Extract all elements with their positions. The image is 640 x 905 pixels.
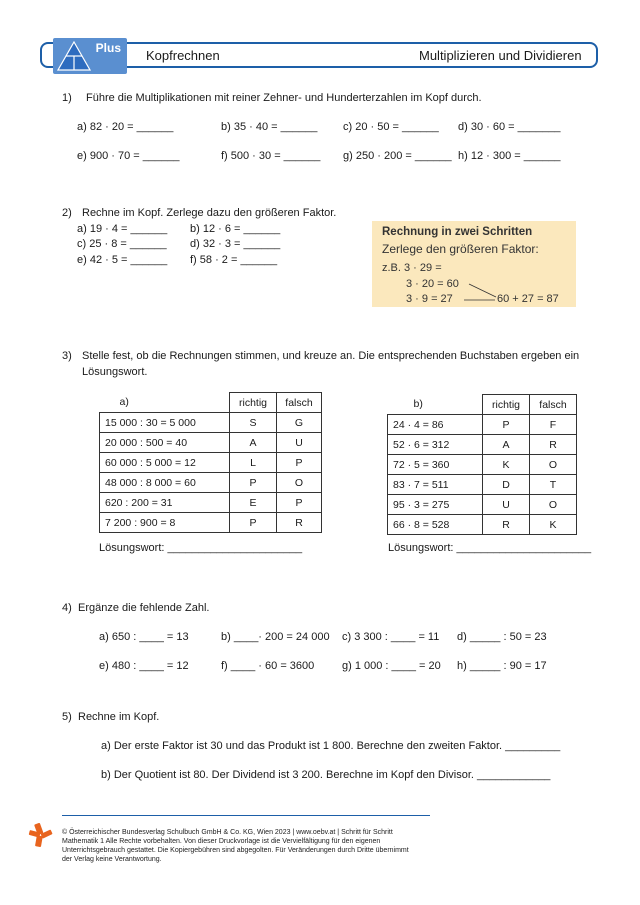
task-5a: a) Der erste Faktor ist 30 und das Produkt ist 1 800. Berechne den zweiten Faktor. _________ — [101, 740, 561, 752]
col-richtig: richtig — [230, 393, 277, 413]
letter-richtig[interactable]: L — [230, 453, 277, 473]
table-row — [100, 473, 322, 493]
letter-falsch[interactable]: G — [277, 413, 322, 433]
col-falsch: falsch — [277, 393, 322, 413]
solution-word-b[interactable]: Lösungswort: ______________________ — [388, 542, 592, 554]
solution-word-a[interactable]: Lösungswort: ______________________ — [99, 542, 303, 554]
page-title: Multiplizieren und Dividieren — [419, 48, 582, 63]
table-row — [100, 433, 322, 453]
exercise-item: f) 500 · 30 = ______ — [221, 150, 321, 162]
copyright-line: © Österreichischer Bundesverlag Schulbuch GmbH & Co. KG, Wien 2023 | www.oebv.at | Schritt für Schritt — [62, 829, 393, 836]
hint-arrows — [372, 221, 576, 307]
col-richtig: richtig — [483, 395, 530, 415]
table-b — [387, 394, 577, 535]
hint-line: 3 · 9 = 27 — [406, 293, 453, 305]
exercise-item: b) 12 · 6 = ______ — [190, 223, 281, 235]
task-3-instruction-cont: Lösungswort. — [82, 366, 148, 378]
triangle-logo-icon — [57, 41, 91, 71]
task-5-instruction: Rechne im Kopf. — [78, 711, 160, 723]
exercise-item: e) 900 · 70 = ______ — [77, 150, 180, 162]
calc-cell: 20 000 : 500 = 40 — [100, 433, 230, 453]
task-3-number: 3) — [62, 350, 72, 362]
exercise-item: g) 250 · 200 = ______ — [343, 150, 452, 162]
calc-cell: 60 000 : 5 000 = 12 — [100, 453, 230, 473]
exercise-item: d) 30 · 60 = _______ — [458, 121, 561, 133]
exercise-item: b) 35 · 40 = ______ — [221, 121, 318, 133]
exercise-item: f) ____ · 60 = 3600 — [221, 660, 315, 672]
table-label: b) — [388, 395, 483, 415]
letter-richtig[interactable]: P — [230, 513, 277, 533]
table-row — [388, 415, 577, 435]
calc-cell: 7 200 : 900 = 8 — [100, 513, 230, 533]
hint-line: 3 · 20 = 60 — [406, 278, 459, 290]
table-a — [99, 392, 322, 533]
hint-box — [372, 221, 576, 307]
letter-falsch[interactable]: O — [530, 455, 577, 475]
calc-cell: 48 000 : 8 000 = 60 — [100, 473, 230, 493]
letter-richtig[interactable]: S — [230, 413, 277, 433]
task-4-number: 4) — [62, 602, 72, 614]
hint-title: Rechnung in zwei Schritten — [382, 226, 533, 238]
exercise-item: d) _____ : 50 = 23 — [457, 631, 547, 643]
calc-cell: 95 · 3 = 275 — [388, 495, 483, 515]
table-row — [388, 455, 577, 475]
exercise-item: a) 19 · 4 = ______ — [77, 223, 168, 235]
letter-richtig[interactable]: K — [483, 455, 530, 475]
exercise-item: h) _____ : 90 = 17 — [457, 660, 547, 672]
letter-falsch[interactable]: U — [277, 433, 322, 453]
letter-falsch[interactable]: P — [277, 493, 322, 513]
letter-falsch[interactable]: F — [530, 415, 577, 435]
letter-falsch[interactable]: P — [277, 453, 322, 473]
hint-result: 60 + 27 = 87 — [497, 293, 559, 305]
letter-richtig[interactable]: A — [230, 433, 277, 453]
calc-cell: 52 · 6 = 312 — [388, 435, 483, 455]
table-row — [388, 435, 577, 455]
letter-richtig[interactable]: A — [483, 435, 530, 455]
letter-richtig[interactable]: U — [483, 495, 530, 515]
task-4-instruction: Ergänze die fehlende Zahl. — [78, 602, 210, 614]
logo-label: Plus — [95, 41, 121, 55]
letter-richtig[interactable]: E — [230, 493, 277, 513]
task-3-instruction: Stelle fest, ob die Rechnungen stimmen, und kreuze an. Die entsprechenden Buchstaben ergeben ein — [82, 350, 580, 362]
letter-richtig[interactable]: P — [483, 415, 530, 435]
task-1-number: 1) — [62, 92, 72, 104]
table-row — [388, 515, 577, 535]
table-row — [100, 413, 322, 433]
exercise-item: d) 32 · 3 = ______ — [190, 238, 281, 250]
task-5b: b) Der Quotient ist 80. Der Dividend ist 3 200. Berechne im Kopf den Divisor. ____________ — [101, 769, 551, 781]
hint-subtitle: Zerlege den größeren Faktor: — [382, 242, 539, 256]
page-category: Kopfrechnen — [146, 48, 220, 63]
letter-richtig[interactable]: R — [483, 515, 530, 535]
letter-falsch[interactable]: O — [277, 473, 322, 493]
table-label: a) — [100, 393, 230, 413]
exercise-item: e) 480 : ____ = 12 — [99, 660, 189, 672]
copyright-line: Mathematik 1 Alle Rechte vorbehalten. Von dieser Druckvorlage ist die Vervielfältigung für den eigenen — [62, 838, 381, 845]
publisher-logo-icon — [28, 822, 54, 848]
calc-cell: 83 · 7 = 511 — [388, 475, 483, 495]
exercise-item: a) 82 · 20 = ______ — [77, 121, 174, 133]
exercise-item: c) 25 · 8 = ______ — [77, 238, 167, 250]
task-5-number: 5) — [62, 711, 72, 723]
exercise-item: c) 20 · 50 = ______ — [343, 121, 439, 133]
letter-falsch[interactable]: T — [530, 475, 577, 495]
copyright-line: Unterrichtsgebrauch gestattet. Die Kopiergebühren sind abgegolten. Für Veränderungen durch Dritte übernimmt — [62, 847, 409, 854]
calc-cell: 620 : 200 = 31 — [100, 493, 230, 513]
exercise-item: c) 3 300 : ____ = 11 — [342, 631, 440, 643]
letter-falsch[interactable]: K — [530, 515, 577, 535]
footer-divider — [62, 815, 430, 816]
col-falsch: falsch — [530, 395, 577, 415]
calc-cell: 15 000 : 30 = 5 000 — [100, 413, 230, 433]
exercise-item: a) 650 : ____ = 13 — [99, 631, 189, 643]
letter-falsch[interactable]: O — [530, 495, 577, 515]
table-row — [100, 453, 322, 473]
table-row — [100, 513, 322, 533]
calc-cell: 66 · 8 = 528 — [388, 515, 483, 535]
hint-line: z.B. 3 · 29 = — [382, 262, 442, 274]
exercise-item: f) 58 · 2 = ______ — [190, 254, 278, 266]
task-2-number: 2) — [62, 207, 72, 219]
exercise-item: h) 12 · 300 = ______ — [458, 150, 561, 162]
calc-cell: 24 · 4 = 86 — [388, 415, 483, 435]
letter-falsch[interactable]: R — [530, 435, 577, 455]
footer-text — [62, 828, 442, 864]
task-2-instruction: Rechne im Kopf. Zerlege dazu den größeren Faktor. — [82, 207, 337, 219]
exercise-item: e) 42 · 5 = ______ — [77, 254, 168, 266]
calc-cell: 72 · 5 = 360 — [388, 455, 483, 475]
exercise-item: g) 1 000 : ____ = 20 — [342, 660, 441, 672]
letter-richtig[interactable]: P — [230, 473, 277, 493]
exercise-item: b) ____· 200 = 24 000 — [221, 631, 330, 643]
plus-logo — [53, 38, 127, 74]
copyright-line: der Verlag keine Verantwortung. — [62, 856, 162, 863]
table-row — [388, 495, 577, 515]
letter-falsch[interactable]: R — [277, 513, 322, 533]
task-1-instruction: Führe die Multiplikationen mit reiner Zehner- und Hunderterzahlen im Kopf durch. — [86, 92, 482, 104]
letter-richtig[interactable]: D — [483, 475, 530, 495]
table-row — [388, 475, 577, 495]
table-row — [100, 493, 322, 513]
